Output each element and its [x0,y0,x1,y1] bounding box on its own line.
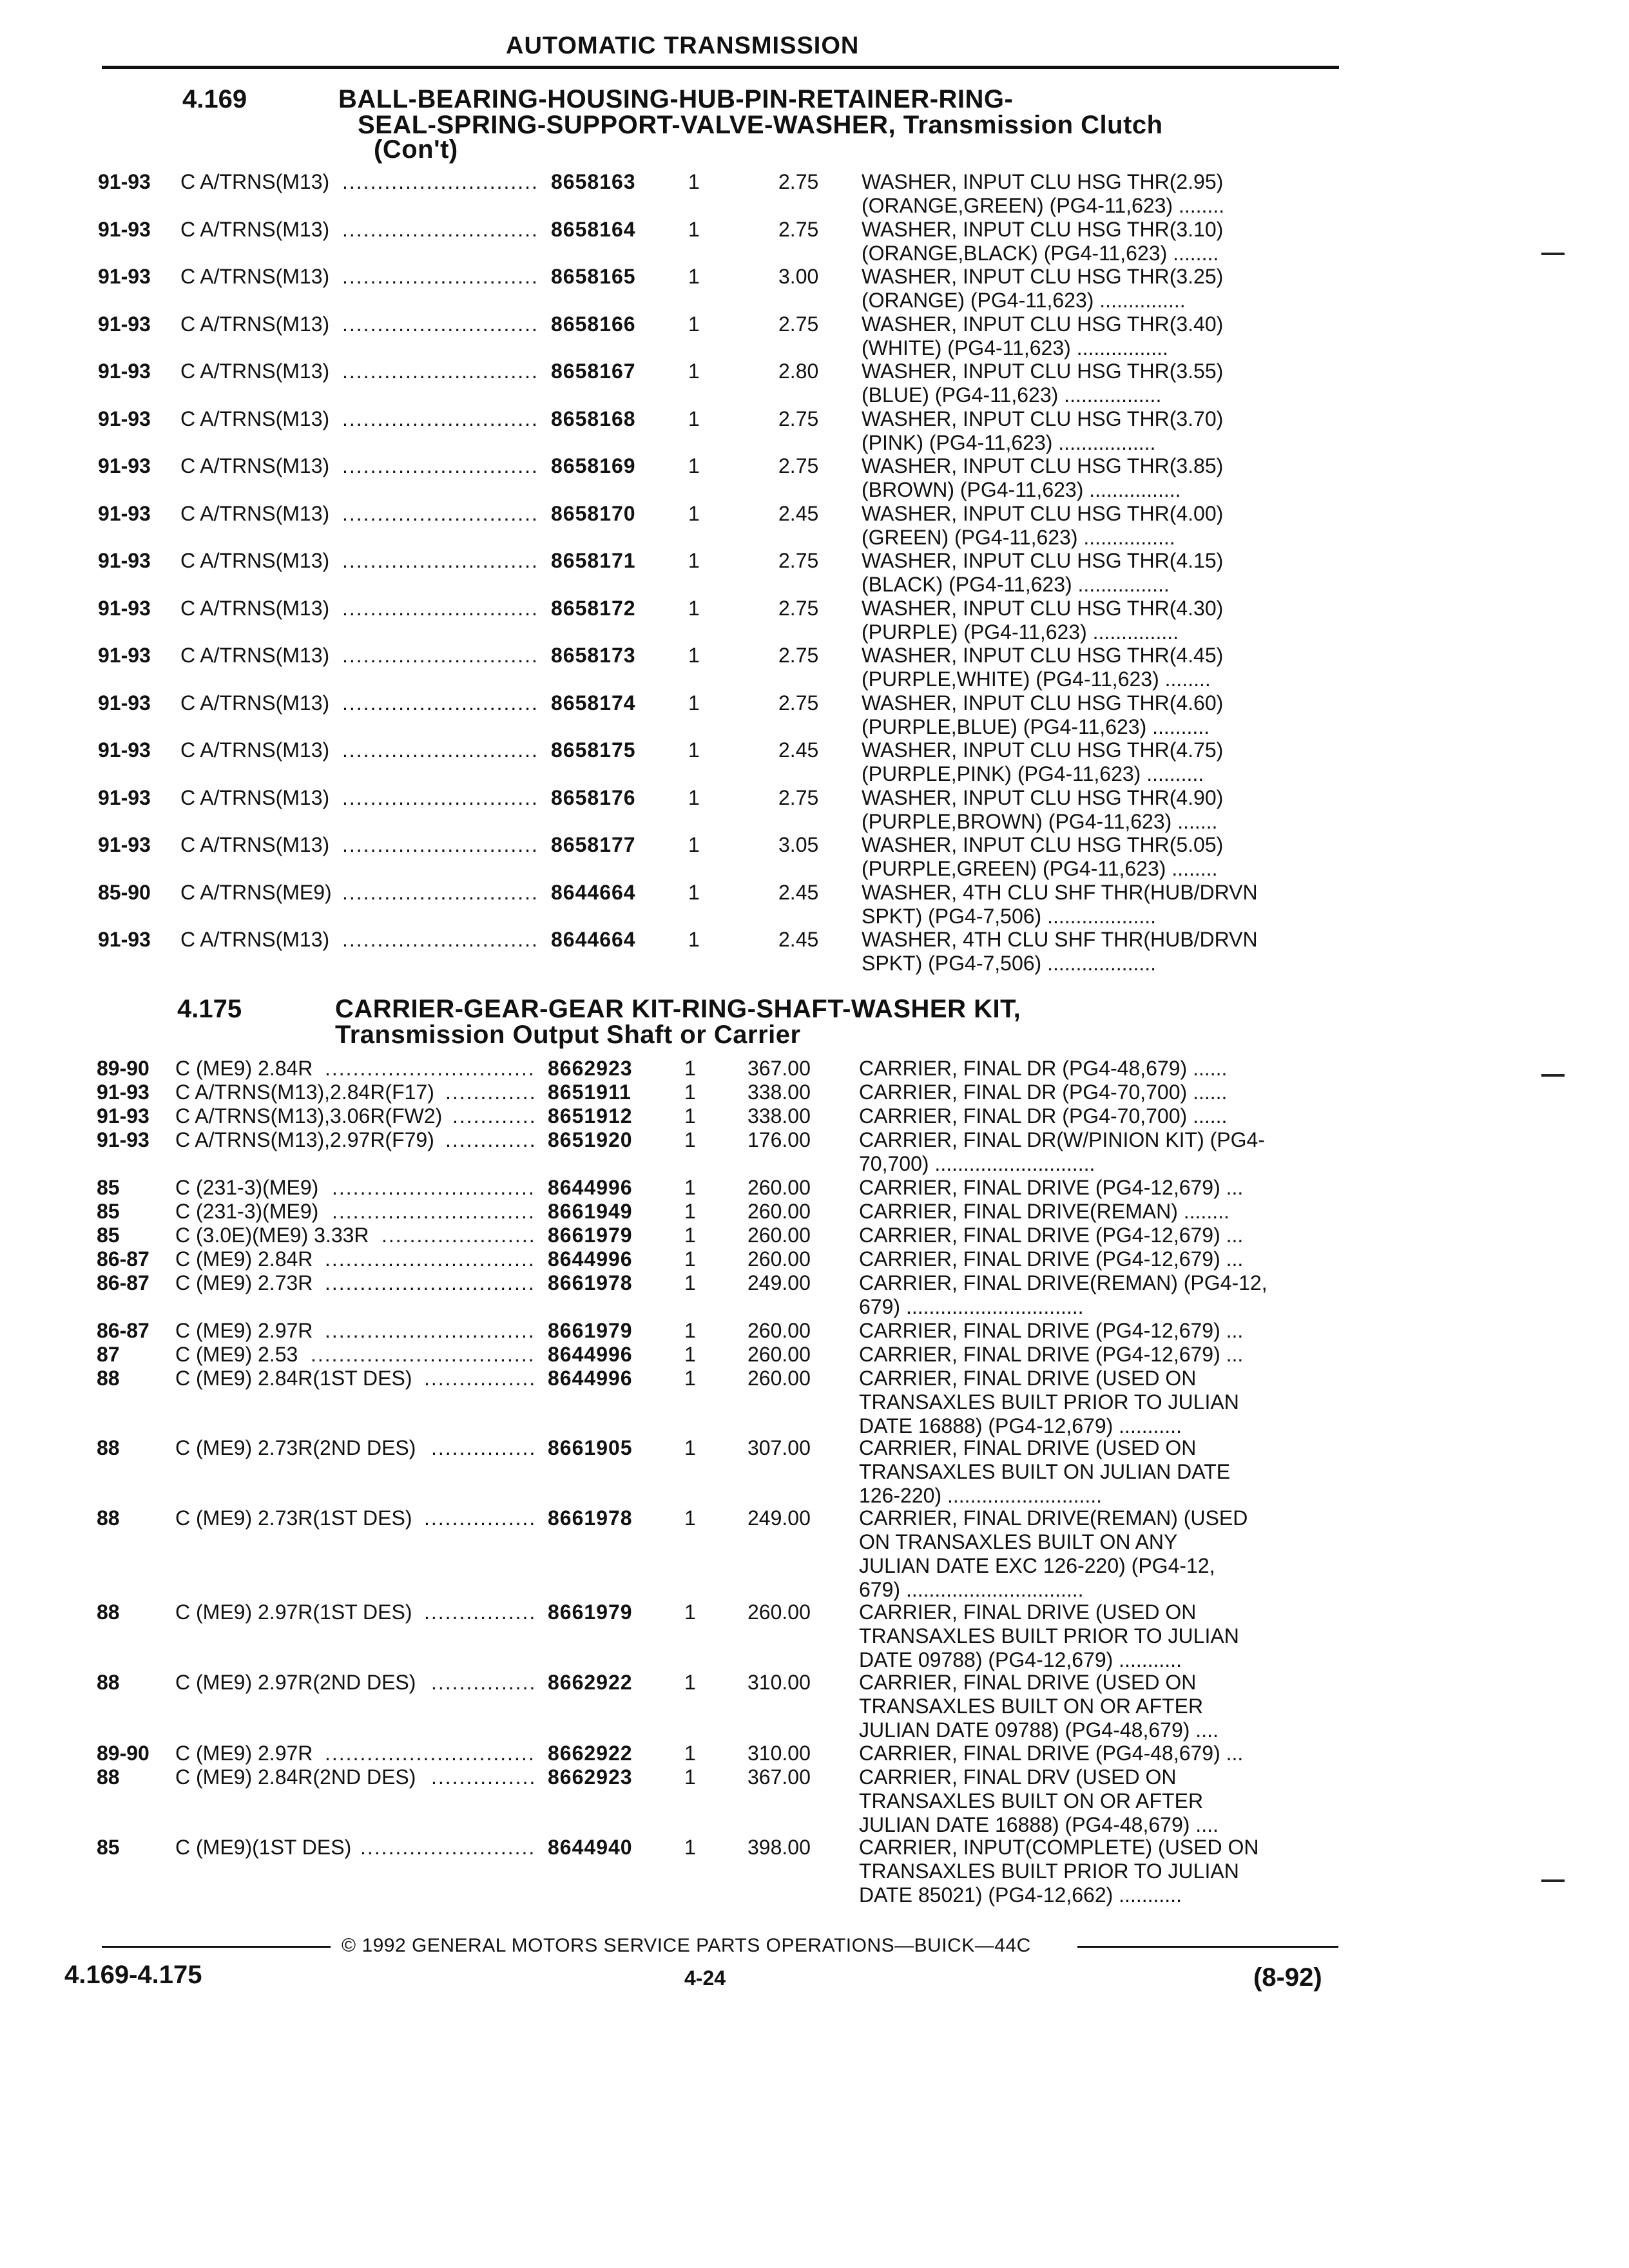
application: C (ME9)(1ST DES) [175,1836,352,1859]
leader-dots: ......................... [360,1836,536,1859]
model-years: 91-93 [98,501,151,525]
model-years: 88 [97,1367,120,1390]
quantity: 1 [684,1271,696,1294]
part-number: 8662923 [548,1765,633,1789]
quantity: 1 [684,1600,696,1624]
model-years: 85 [97,1836,120,1859]
model-years: 91-93 [98,785,151,809]
part-number: 8658170 [551,501,636,525]
description: WASHER, INPUT CLU HSG THR(3.25) (ORANGE) (PG4-11,623) ............... [862,265,1224,312]
model-years: 91-93 [97,1081,149,1104]
list-price: 367.00 [747,1765,811,1789]
application: C (ME9) 2.84R [175,1057,313,1080]
leader-dots: .............................. [325,1247,535,1271]
quantity: 1 [688,265,700,288]
list-price: 2.45 [778,880,819,904]
quantity: 1 [684,1742,696,1765]
leader-dots: ............................ [342,360,539,383]
leader-dots: ............................ [342,217,539,241]
application: C A/TRNS(M13) [180,501,330,525]
list-price: 260.00 [747,1224,811,1247]
model-years: 91-93 [98,454,151,477]
application: C A/TRNS(ME9) [180,880,332,904]
description: CARRIER, FINAL DRIVE (PG4-12,679) ... [859,1247,1244,1271]
part-number: 8658174 [551,691,636,715]
description: CARRIER, FINAL DR (PG4-70,700) ...... [859,1081,1228,1104]
application: C (ME9) 2.97R(1ST DES) [175,1600,412,1624]
application: C (ME9) 2.53 [175,1343,298,1366]
quantity: 1 [684,1057,696,1080]
description: CARRIER, FINAL DR (PG4-48,679) ...... [859,1057,1228,1080]
application: C (ME9) 2.97R [175,1742,313,1765]
footer-copyright: © 1992 GENERAL MOTORS SERVICE PARTS OPERATIONS—BUICK—44C [342,1935,1031,1956]
model-years: 91-93 [98,170,151,193]
model-years: 91-93 [98,312,151,336]
description: WASHER, 4TH CLU SHF THR(HUB/DRVN SPKT) (PG4-7,506) ................... [862,928,1258,975]
leader-dots: ............... [431,1671,537,1694]
part-number: 8644996 [548,1343,633,1366]
list-price: 260.00 [747,1319,811,1342]
leader-dots: ...................... [381,1224,536,1247]
description: WASHER, INPUT CLU HSG THR(4.00) (GREEN) (PG4-11,623) ................ [862,501,1224,549]
description: CARRIER, FINAL DRIVE(REMAN) (PG4-12, 679) ............................... [859,1271,1268,1318]
model-years: 91-93 [98,217,151,241]
model-years: 91-93 [98,360,151,383]
list-price: 310.00 [747,1742,811,1765]
section-4-175-number: 4.175 [177,995,242,1023]
quantity: 1 [684,1081,696,1104]
list-price: 310.00 [747,1671,811,1694]
footer-rule-right [1077,1946,1338,1948]
application: C (ME9) 2.97R [175,1319,313,1342]
description: CARRIER, FINAL DRIVE (PG4-48,679) ... [859,1742,1244,1765]
model-years: 91-93 [98,833,151,856]
list-price: 338.00 [747,1081,811,1104]
model-years: 88 [97,1436,120,1459]
leader-dots: ............................. [332,1176,535,1199]
description: CARRIER, FINAL DRIVE(REMAN) (USED ON TRANSAXLES BUILT ON ANY JULIAN DATE EXC 126-220) (PG4-12, 679) ............................... [859,1506,1248,1601]
leader-dots: ............................ [342,785,539,809]
model-years: 91-93 [98,691,151,715]
application: C A/TRNS(M13),2.84R(F17) [175,1081,434,1104]
part-number: 8661978 [548,1271,633,1294]
application: C A/TRNS(M13) [180,312,330,336]
list-price: 2.75 [778,644,819,667]
footer-page-number: 4-24 [684,1966,726,1990]
part-number: 8661905 [548,1436,633,1459]
part-number: 8651911 [548,1081,631,1104]
list-price: 2.75 [778,549,819,572]
leader-dots: ............................ [342,501,539,525]
part-number: 8661949 [548,1200,633,1223]
description: WASHER, INPUT CLU HSG THR(4.45) (PURPLE,WHITE) (PG4-11,623) ........ [862,644,1224,691]
header-rule [102,66,1339,69]
part-number: 8644996 [548,1367,633,1390]
description: WASHER, INPUT CLU HSG THR(4.90) (PURPLE,BROWN) (PG4-11,623) ....... [862,785,1224,833]
part-number: 8651920 [548,1128,633,1151]
quantity: 1 [684,1247,696,1271]
application: C A/TRNS(M13) [180,644,330,667]
quantity: 1 [688,596,700,620]
leader-dots: ................ [424,1367,537,1390]
model-years: 91-93 [97,1104,149,1128]
leader-dots: ............................ [342,880,539,904]
section-4-175-title-line1: CARRIER-GEAR-GEAR KIT-RING-SHAFT-WASHER KIT, [335,995,1021,1023]
description: WASHER, INPUT CLU HSG THR(2.95) (ORANGE,GREEN) (PG4-11,623) ........ [862,170,1225,217]
quantity: 1 [684,1671,696,1694]
leader-dots: ................ [424,1506,537,1530]
description: WASHER, INPUT CLU HSG THR(5.05) (PURPLE,GREEN) (PG4-11,623) ........ [862,833,1224,880]
leader-dots: ............................ [342,265,539,288]
section-4-169-title-line3: (Con't) [374,135,458,164]
leader-dots: ............................ [342,312,539,336]
quantity: 1 [688,644,700,667]
model-years: 87 [97,1343,120,1366]
description: CARRIER, FINAL DRIVE (USED ON TRANSAXLES BUILT PRIOR TO JULIAN DATE 09788) (PG4-12,679) ........... [859,1600,1239,1671]
application: C A/TRNS(M13) [180,738,330,762]
description: CARRIER, FINAL DRIVE (PG4-12,679) ... [859,1319,1244,1342]
description: CARRIER, INPUT(COMPLETE) (USED ON TRANSAXLES BUILT PRIOR TO JULIAN DATE 85021) (PG4-12,662) ........... [859,1836,1259,1907]
leader-dots: ............................ [342,596,539,620]
application: C (231-3)(ME9) [175,1176,319,1199]
quantity: 1 [688,360,700,383]
application: C (ME9) 2.97R(2ND DES) [175,1671,416,1694]
part-number: 8644996 [548,1247,633,1271]
description: WASHER, INPUT CLU HSG THR(4.15) (BLACK) (PG4-11,623) ................ [862,549,1224,596]
application: C (231-3)(ME9) [175,1200,319,1223]
list-price: 3.00 [778,265,819,288]
quantity: 1 [684,1367,696,1390]
list-price: 249.00 [747,1506,811,1530]
leader-dots: ............................ [342,407,539,430]
description: WASHER, INPUT CLU HSG THR(3.55) (BLUE) (PG4-11,623) ................. [862,360,1224,407]
list-price: 2.75 [778,691,819,715]
application: C A/TRNS(M13) [180,170,330,193]
leader-dots: ............... [431,1765,537,1789]
quantity: 1 [688,501,700,525]
application: C A/TRNS(M13) [180,407,330,430]
application: C A/TRNS(M13),3.06R(FW2) [175,1104,443,1128]
part-number: 8661978 [548,1506,633,1530]
leader-dots: ............................ [342,454,539,477]
list-price: 3.05 [778,833,819,856]
model-years: 91-93 [97,1128,149,1151]
description: CARRIER, FINAL DRIVE (PG4-12,679) ... [859,1343,1244,1366]
leader-dots: ............................ [342,549,539,572]
leader-dots: ............................ [342,170,539,193]
quantity: 1 [684,1765,696,1789]
quantity: 1 [684,1836,696,1859]
part-number: 8658164 [551,217,636,241]
part-number: 8658166 [551,312,636,336]
model-years: 91-93 [98,738,151,762]
model-years: 85 [97,1224,120,1247]
list-price: 338.00 [747,1104,811,1128]
application: C A/TRNS(M13) [180,265,330,288]
leader-dots: .............................. [325,1057,535,1080]
margin-mark [1541,1074,1565,1077]
quantity: 1 [684,1128,696,1151]
margin-mark [1541,253,1565,255]
leader-dots: ............................ [342,738,539,762]
part-number: 8658169 [551,454,636,477]
application: C (3.0E)(ME9) 3.33R [175,1224,369,1247]
description: CARRIER, FINAL DR(W/PINION KIT) (PG4- 70,700) ............................ [859,1128,1265,1175]
leader-dots: ............................. [332,1200,535,1223]
section-4-169-title-line2: SEAL-SPRING-SUPPORT-VALVE-WASHER, Transmission Clutch [358,111,1163,139]
application: C (ME9) 2.73R(1ST DES) [175,1506,412,1530]
model-years: 91-93 [98,644,151,667]
application: C A/TRNS(M13) [180,454,330,477]
application: C A/TRNS(M13) [180,596,330,620]
model-years: 86-87 [97,1319,149,1342]
part-number: 8658168 [551,407,636,430]
model-years: 91-93 [98,928,151,951]
description: WASHER, INPUT CLU HSG THR(3.70) (PINK) (PG4-11,623) ................. [862,407,1224,454]
part-number: 8658163 [551,170,636,193]
leader-dots: ............ [452,1104,537,1128]
application: C A/TRNS(M13) [180,691,330,715]
leader-dots: ............. [445,1128,537,1151]
quantity: 1 [688,217,700,241]
description: CARRIER, FINAL DRIVE (USED ON TRANSAXLES BUILT ON OR AFTER JULIAN DATE 09788) (PG4-48,679) .... [859,1671,1219,1742]
model-years: 85 [97,1176,120,1199]
part-number: 8658175 [551,738,636,762]
section-4-169-number: 4.169 [182,85,247,113]
model-years: 85-90 [98,880,151,904]
quantity: 1 [684,1104,696,1128]
quantity: 1 [684,1176,696,1199]
page-header-title: AUTOMATIC TRANSMISSION [506,32,860,59]
list-price: 176.00 [747,1128,811,1151]
model-years: 86-87 [97,1247,149,1271]
list-price: 398.00 [747,1836,811,1859]
part-number: 8662922 [548,1742,633,1765]
list-price: 2.75 [778,217,819,241]
description: CARRIER, FINAL DR (PG4-70,700) ...... [859,1104,1228,1128]
list-price: 2.45 [778,928,819,951]
list-price: 2.75 [778,785,819,809]
part-number: 8658176 [551,785,636,809]
part-number: 8658172 [551,596,636,620]
description: CARRIER, FINAL DRIVE (PG4-12,679) ... [859,1176,1244,1199]
part-number: 8658171 [551,549,636,572]
description: CARRIER, FINAL DRIVE(REMAN) ........ [859,1200,1229,1223]
quantity: 1 [684,1506,696,1530]
part-number: 8661979 [548,1600,633,1624]
application: C (ME9) 2.73R(2ND DES) [175,1436,416,1459]
footer-rule-left [102,1946,331,1948]
list-price: 2.75 [778,454,819,477]
description: WASHER, INPUT CLU HSG THR(4.30) (PURPLE) (PG4-11,623) ............... [862,596,1224,644]
model-years: 85 [97,1200,120,1223]
description: CARRIER, FINAL DRIVE (PG4-12,679) ... [859,1224,1244,1247]
leader-dots: ............................ [342,928,539,951]
description: WASHER, INPUT CLU HSG THR(3.10) (ORANGE,BLACK) (PG4-11,623) ........ [862,217,1224,265]
part-number: 8661979 [548,1224,633,1247]
leader-dots: ............... [431,1436,537,1459]
section-4-175-title-line2: Transmission Output Shaft or Carrier [335,1021,801,1049]
footer-section-range: 4.169-4.175 [64,1961,202,1989]
list-price: 260.00 [747,1247,811,1271]
model-years: 88 [97,1765,120,1789]
leader-dots: ............................ [342,833,539,856]
application: C (ME9) 2.84R(2ND DES) [175,1765,416,1789]
part-number: 8644940 [548,1836,633,1859]
part-number: 8658177 [551,833,636,856]
quantity: 1 [684,1436,696,1459]
description: CARRIER, FINAL DRIVE (USED ON TRANSAXLES BUILT ON JULIAN DATE 126-220) ........................... [859,1436,1231,1507]
leader-dots: .............................. [325,1742,535,1765]
application: C A/TRNS(M13) [180,833,330,856]
model-years: 91-93 [98,596,151,620]
part-number: 8644664 [551,928,636,951]
part-number: 8658165 [551,265,636,288]
application: C A/TRNS(M13) [180,785,330,809]
quantity: 1 [684,1224,696,1247]
list-price: 260.00 [747,1600,811,1624]
quantity: 1 [684,1319,696,1342]
quantity: 1 [688,785,700,809]
quantity: 1 [684,1343,696,1366]
list-price: 249.00 [747,1271,811,1294]
part-number: 8662923 [548,1057,633,1080]
quantity: 1 [688,549,700,572]
footer-revision-date: (8-92) [1253,1963,1322,1992]
list-price: 2.45 [778,501,819,525]
list-price: 367.00 [747,1057,811,1080]
leader-dots: ................ [424,1600,537,1624]
application: C A/TRNS(M13),2.97R(F79) [175,1128,434,1151]
list-price: 307.00 [747,1436,811,1459]
application: C (ME9) 2.84R(1ST DES) [175,1367,412,1390]
leader-dots: .............................. [325,1319,535,1342]
list-price: 2.75 [778,170,819,193]
model-years: 91-93 [98,265,151,288]
description: WASHER, INPUT CLU HSG THR(3.85) (BROWN) (PG4-11,623) ................ [862,454,1224,501]
application: C A/TRNS(M13) [180,549,330,572]
model-years: 89-90 [97,1057,149,1080]
list-price: 2.45 [778,738,819,762]
part-number: 8658173 [551,644,636,667]
list-price: 2.80 [778,360,819,383]
leader-dots: ............. [445,1081,537,1104]
model-years: 89-90 [97,1742,149,1765]
part-number: 8658167 [551,360,636,383]
leader-dots: ............................ [342,691,539,715]
description: WASHER, INPUT CLU HSG THR(4.60) (PURPLE,BLUE) (PG4-11,623) .......... [862,691,1224,738]
description: CARRIER, FINAL DRIVE (USED ON TRANSAXLES BUILT PRIOR TO JULIAN DATE 16888) (PG4-12,679) ........... [859,1367,1239,1437]
model-years: 86-87 [97,1271,149,1294]
quantity: 1 [684,1200,696,1223]
description: CARRIER, FINAL DRV (USED ON TRANSAXLES BUILT ON OR AFTER JULIAN DATE 16888) (PG4-48,679) .... [859,1765,1219,1836]
list-price: 2.75 [778,312,819,336]
application: C (ME9) 2.84R [175,1247,313,1271]
part-number: 8661979 [548,1319,633,1342]
quantity: 1 [688,454,700,477]
leader-dots: ............................ [342,644,539,667]
list-price: 260.00 [747,1176,811,1199]
quantity: 1 [688,738,700,762]
list-price: 260.00 [747,1200,811,1223]
list-price: 2.75 [778,596,819,620]
margin-mark [1541,1879,1565,1882]
model-years: 91-93 [98,407,151,430]
part-number: 8644664 [551,880,636,904]
description: WASHER, INPUT CLU HSG THR(4.75) (PURPLE,PINK) (PG4-11,623) .......... [862,738,1224,785]
model-years: 88 [97,1506,120,1530]
part-number: 8651912 [548,1104,633,1128]
quantity: 1 [688,880,700,904]
description: WASHER, INPUT CLU HSG THR(3.40) (WHITE) (PG4-11,623) ................ [862,312,1224,360]
description: WASHER, 4TH CLU SHF THR(HUB/DRVN SPKT) (PG4-7,506) ................... [862,880,1258,928]
part-number: 8644996 [548,1176,633,1199]
quantity: 1 [688,312,700,336]
quantity: 1 [688,691,700,715]
application: C A/TRNS(M13) [180,928,330,951]
part-number: 8662922 [548,1671,633,1694]
leader-dots: .............................. [325,1271,535,1294]
model-years: 88 [97,1600,120,1624]
application: C (ME9) 2.73R [175,1271,313,1294]
quantity: 1 [688,833,700,856]
model-years: 91-93 [98,549,151,572]
quantity: 1 [688,170,700,193]
leader-dots: ................................ [311,1343,535,1366]
model-years: 88 [97,1671,120,1694]
section-4-169-title-line1: BALL-BEARING-HOUSING-HUB-PIN-RETAINER-RING- [338,85,1014,113]
application: C A/TRNS(M13) [180,217,330,241]
application: C A/TRNS(M13) [180,360,330,383]
list-price: 260.00 [747,1367,811,1390]
quantity: 1 [688,407,700,430]
list-price: 260.00 [747,1343,811,1366]
list-price: 2.75 [778,407,819,430]
quantity: 1 [688,928,700,951]
